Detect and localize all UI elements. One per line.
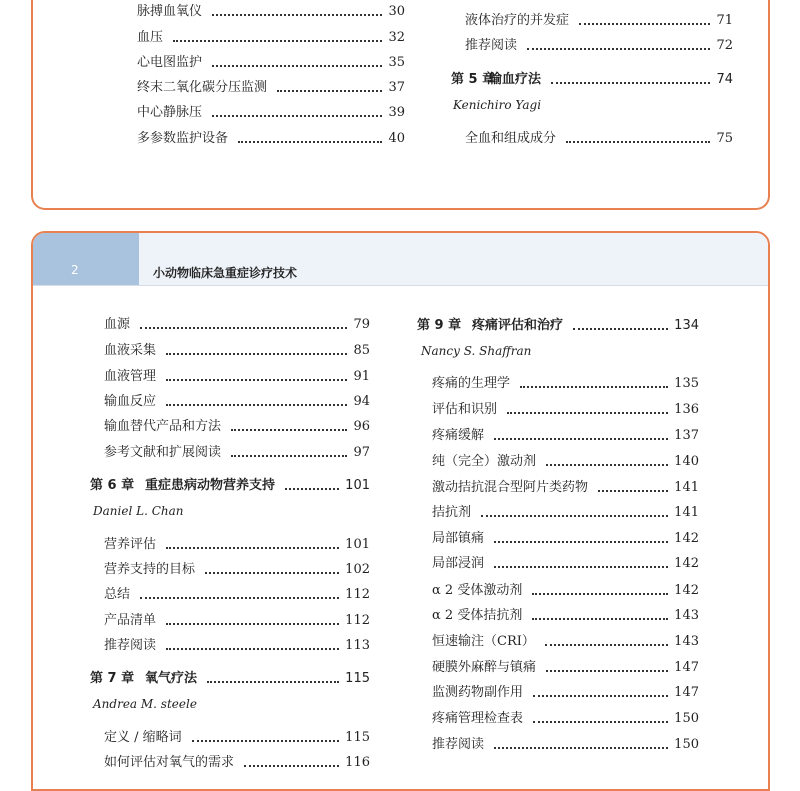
toc-entry-page: 97: [353, 445, 370, 460]
toc-entry[interactable]: [137, 29, 405, 47]
toc-entry-page: 143: [674, 608, 699, 623]
toc-entry-page: 142: [674, 531, 699, 546]
toc-entry-title: 恒速输注（CRI）: [432, 634, 535, 649]
toc-leader-dots: [205, 556, 339, 574]
chapter-label: 第 6 章: [90, 478, 135, 493]
toc-leader-dots: [166, 632, 339, 650]
chapter-heading[interactable]: [417, 317, 699, 335]
toc-entry-title: 营养支持的目标: [104, 562, 196, 577]
toc-entry-page: 37: [388, 80, 405, 95]
toc-entry[interactable]: [104, 637, 370, 655]
toc-entry-title: 疼痛缓解: [432, 428, 485, 443]
toc-leader-dots: [533, 705, 668, 723]
toc-entry-title: 纯（完全）激动剂: [432, 454, 537, 469]
toc-entry-page: 94: [353, 394, 370, 409]
toc-entry-title: 局部镇痛: [432, 531, 485, 546]
toc-leader-dots: [546, 654, 668, 672]
toc-leader-dots: [285, 472, 339, 490]
toc-entry-page: 112: [345, 587, 370, 602]
toc-entry-page: 112: [345, 613, 370, 628]
toc-entry-title: 激动拮抗混合型阿片类药物: [432, 480, 589, 495]
toc-entry-title: 血液采集: [104, 343, 157, 358]
toc-entry-page: 143: [674, 634, 699, 649]
chapter-label: 第 9 章: [417, 318, 462, 333]
toc-entry-title: 推荐阅读: [432, 737, 485, 752]
toc-entry[interactable]: [104, 586, 370, 604]
toc-entry-title: 心电图监护: [137, 55, 203, 70]
toc-entry-page: 40: [388, 131, 405, 146]
chapter-title: 重症患病动物营养支持: [145, 478, 276, 493]
toc-leader-dots: [231, 413, 347, 431]
toc-entry[interactable]: [104, 754, 370, 772]
toc-entry-title: 监测药物副作用: [432, 685, 524, 700]
toc-entry-title: 全血和组成成分: [465, 131, 557, 146]
page-number-box: [33, 233, 139, 285]
toc-leader-dots: [494, 731, 668, 749]
toc-entry[interactable]: [104, 418, 370, 436]
toc-entry-page: 113: [345, 638, 370, 653]
toc-leader-dots: [192, 724, 339, 742]
toc-entry[interactable]: [432, 684, 699, 702]
toc-entry[interactable]: [104, 342, 370, 360]
page-number: 2: [71, 263, 79, 277]
chapter-author: Andrea M. steele: [93, 697, 197, 711]
toc-entry-page: 35: [388, 55, 405, 70]
toc-entry-title: 中心静脉压: [137, 105, 203, 120]
toc-leader-dots: [212, 49, 382, 67]
toc-leader-dots: [140, 311, 347, 329]
toc-leader-dots: [532, 602, 668, 620]
toc-entry[interactable]: [432, 582, 699, 600]
toc-entry-page: 102: [345, 562, 370, 577]
toc-entry-page: 71: [716, 13, 733, 28]
chapter-author: Kenichiro Yagi: [453, 98, 542, 112]
toc-entry-page: 136: [674, 402, 699, 417]
toc-entry[interactable]: [432, 401, 699, 419]
toc-entry-title: 定义 / 缩略词: [104, 730, 182, 745]
toc-entry-title: 输血替代产品和方法: [104, 419, 222, 434]
toc-entry-page: 147: [674, 685, 699, 700]
toc-leader-dots: [166, 607, 339, 625]
toc-entry-page: 72: [716, 38, 733, 53]
toc-entry-title: 血源: [104, 317, 131, 332]
toc-entry-title: 拮抗剂: [432, 505, 472, 520]
toc-entry[interactable]: [432, 375, 699, 393]
toc-entry-page: 150: [674, 737, 699, 752]
toc-entry-title: 血压: [137, 30, 164, 45]
chapter-title: 疼痛评估和治疗: [472, 318, 564, 333]
toc-entry[interactable]: [432, 479, 699, 497]
toc-leader-dots: [494, 422, 668, 440]
toc-entry-title: 硬膜外麻醉与镇痛: [432, 660, 537, 675]
toc-entry-title: 评估和识别: [432, 402, 498, 417]
toc-leader-dots: [207, 665, 339, 683]
toc-entry[interactable]: [104, 444, 370, 462]
toc-leader-dots: [494, 525, 668, 543]
toc-leader-dots: [166, 337, 347, 355]
toc-entry-title: 终末二氧化碳分压监测: [137, 80, 268, 95]
toc-entry[interactable]: [104, 612, 370, 630]
toc-entry-title: 参考文献和扩展阅读: [104, 445, 222, 460]
toc-entry-title: 血液管理: [104, 369, 157, 384]
toc-leader-dots: [173, 24, 382, 42]
toc-entry-title: 多参数监护设备: [137, 131, 229, 146]
book-title: 小动物临床急重症诊疗技术: [153, 266, 298, 280]
chapter-label: 第 5 章: [451, 72, 496, 87]
toc-entry-title: 液体治疗的并发症: [465, 13, 570, 28]
toc-leader-dots: [277, 74, 382, 92]
toc-entry-title: 如何评估对氧气的需求: [104, 755, 235, 770]
toc-entry[interactable]: [432, 530, 699, 548]
toc-entry[interactable]: [432, 555, 699, 573]
toc-entry[interactable]: [432, 633, 699, 651]
toc-entry-page: 116: [345, 755, 370, 770]
toc-leader-dots: [532, 577, 668, 595]
toc-leader-dots: [212, 99, 382, 117]
toc-entry-title: 产品清单: [104, 613, 157, 628]
toc-leader-dots: [212, 0, 382, 16]
toc-entry-title: 疼痛管理检查表: [432, 711, 524, 726]
toc-entry-title: 脉搏血氧仪: [137, 4, 203, 19]
toc-entry-page: 75: [716, 131, 733, 146]
toc-leader-dots: [527, 32, 710, 50]
toc-entry[interactable]: [432, 453, 699, 471]
toc-entry[interactable]: [104, 561, 370, 579]
toc-entry[interactable]: [104, 729, 370, 747]
toc-entry-page: 85: [353, 343, 370, 358]
toc-leader-dots: [238, 125, 382, 143]
toc-leader-dots: [566, 125, 710, 143]
toc-leader-dots: [551, 66, 710, 84]
chapter-page: 74: [716, 72, 733, 87]
chapter-label: 第 7 章: [90, 671, 135, 686]
toc-entry-page: 96: [353, 419, 370, 434]
toc-entry-page: 141: [674, 480, 699, 495]
toc-leader-dots: [579, 7, 710, 25]
toc-leader-dots: [533, 679, 668, 697]
toc-leader-dots: [598, 474, 668, 492]
chapter-title: 氧气疗法: [145, 671, 198, 686]
toc-entry[interactable]: [465, 37, 733, 55]
toc-leader-dots: [573, 312, 668, 330]
toc-entry-title: 推荐阅读: [104, 638, 157, 653]
toc-entry[interactable]: [432, 607, 699, 625]
toc-entry-title: 输血反应: [104, 394, 157, 409]
toc-leader-dots: [546, 448, 668, 466]
chapter-page: 134: [674, 318, 699, 333]
toc-entry-page: 142: [674, 583, 699, 598]
toc-entry-page: 140: [674, 454, 699, 469]
toc-leader-dots: [481, 499, 668, 517]
chapter-author: Daniel L. Chan: [93, 504, 184, 518]
toc-entry-page: 32: [388, 30, 405, 45]
toc-entry[interactable]: [465, 130, 733, 148]
chapter-author: Nancy S. Shaffran: [421, 344, 532, 358]
toc-entry[interactable]: [137, 104, 405, 122]
toc-entry-title: α 2 受体激动剂: [432, 583, 523, 598]
toc-entry[interactable]: [104, 536, 370, 554]
toc-entry-page: 142: [674, 556, 699, 571]
toc-entry-page: 79: [353, 317, 370, 332]
toc-leader-dots: [166, 363, 347, 381]
toc-entry-page: 137: [674, 428, 699, 443]
toc-entry-page: 115: [345, 730, 370, 745]
toc-entry-title: 总结: [104, 587, 131, 602]
chapter-heading[interactable]: [90, 477, 370, 495]
toc-leader-dots: [140, 581, 339, 599]
toc-entry-title: 局部浸润: [432, 556, 485, 571]
toc-entry-page: 101: [345, 537, 370, 552]
chapter-page: 101: [345, 478, 370, 493]
toc-entry-title: α 2 受体拮抗剂: [432, 608, 523, 623]
toc-entry[interactable]: [137, 3, 405, 21]
toc-entry[interactable]: [432, 659, 699, 677]
toc-leader-dots: [231, 439, 347, 457]
toc-entry[interactable]: [465, 12, 733, 30]
toc-entry[interactable]: [432, 710, 699, 728]
toc-entry-page: 141: [674, 505, 699, 520]
chapter-title: 输血疗法: [489, 72, 542, 87]
toc-entry-page: 39: [388, 105, 405, 120]
toc-entry[interactable]: [137, 79, 405, 97]
chapter-page: 115: [345, 671, 370, 686]
toc-entry[interactable]: [137, 54, 405, 72]
toc-entry[interactable]: [104, 393, 370, 411]
toc-leader-dots: [166, 531, 339, 549]
toc-entry-page: 91: [353, 369, 370, 384]
toc-leader-dots: [520, 370, 668, 388]
toc-entry-title: 疼痛的生理学: [432, 376, 511, 391]
toc-entry-title: 推荐阅读: [465, 38, 518, 53]
toc-entry[interactable]: [432, 736, 699, 754]
toc-entry-page: 30: [388, 4, 405, 19]
chapter-heading[interactable]: [90, 670, 370, 688]
toc-entry-title: 营养评估: [104, 537, 157, 552]
toc-entry[interactable]: [104, 316, 370, 334]
toc-entry[interactable]: [432, 427, 699, 445]
chapter-heading[interactable]: [451, 71, 733, 89]
toc-entry[interactable]: [432, 504, 699, 522]
toc-entry[interactable]: [137, 130, 405, 148]
toc-leader-dots: [507, 396, 668, 414]
toc-leader-dots: [545, 628, 668, 646]
toc-entry[interactable]: [104, 368, 370, 386]
page-header: [33, 233, 770, 286]
toc-entry-page: 135: [674, 376, 699, 391]
toc-leader-dots: [166, 388, 347, 406]
toc-leader-dots: [244, 749, 339, 767]
toc-entry-page: 150: [674, 711, 699, 726]
toc-leader-dots: [494, 550, 668, 568]
toc-entry-page: 147: [674, 660, 699, 675]
